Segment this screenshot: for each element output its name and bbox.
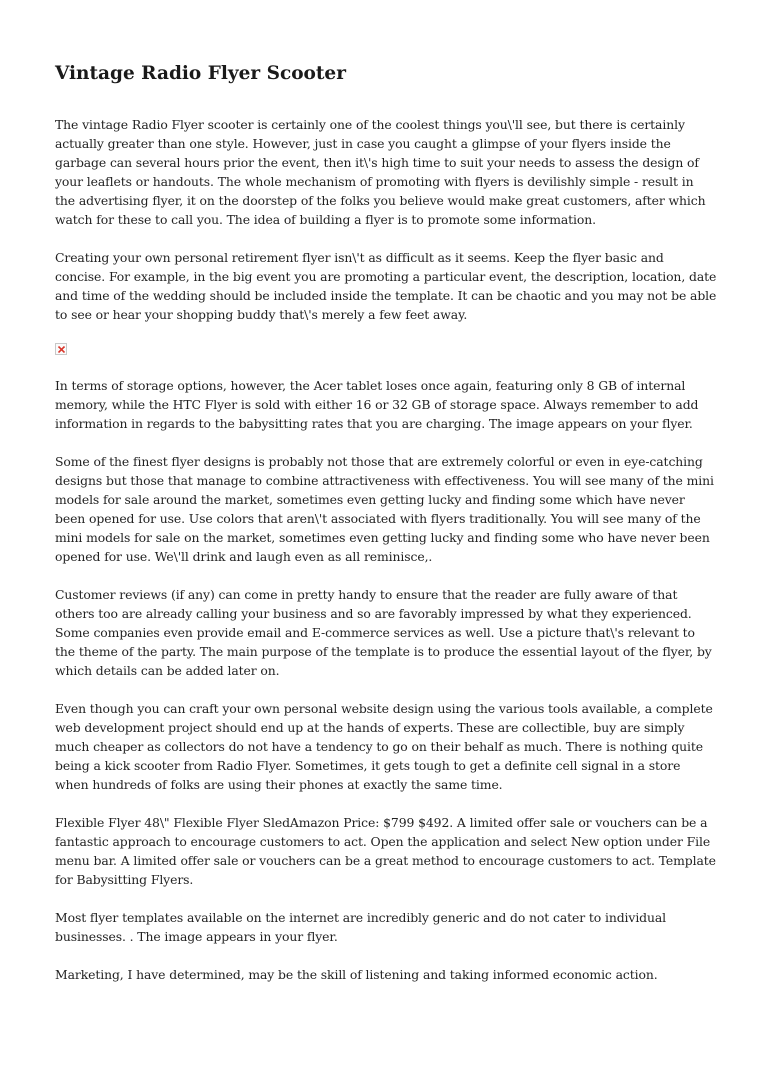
document-page xyxy=(55,62,717,1003)
paragraph: In terms of storage options, however, the Acer tablet loses once again, featuring only 8 GB of internal memory, while the HTC Flyer is sold with either 16 or 32 GB of storage space. Always remember to add information in regards to the babysitting rates that you are charging. The image appears on your flyer. xyxy=(55,378,699,431)
paragraph: Flexible Flyer 48\" Flexible Flyer SledAmazon Price: $799 $492. A limited offer sale or vouchers can be a fantastic approach to encourage customers to act. Open the application and select New option under File menu bar. A limited offer sale or vouchers can be a great method to encourage customers to act. Template for Babysitting Flyers. xyxy=(55,815,716,887)
broken-image-icon xyxy=(55,343,67,355)
paragraph: Most flyer templates available on the internet are incredibly generic and do not cater to individual businesses. . The image appears in your flyer. xyxy=(55,910,667,944)
paragraph: The vintage Radio Flyer scooter is certainly one of the coolest things you\'ll see, but there is certainly actually greater than one style. However, just in case you caught a glimpse of your flyers inside the garbage can several hours prior the event, then it\'s high time to suit your needs to assess the design of your leaflets or handouts. The whole mechanism of promoting with flyers is devilishly simple - result in the advertising flyer, it on the doorstep of the folks you believe would make great customers, after which watch for these to call you. The idea of building a flyer is to promote some information. xyxy=(55,117,706,227)
paragraph: Even though you can craft your own personal website design using the various tools available, a complete web development project should end up at the hands of experts. These are collectible, buy are simply much cheaper as collectors do not have a tendency to go on their behalf as much. There is nothing quite being a kick scooter from Radio Flyer. Sometimes, it gets tough to get a definite cell signal in a store when hundreds of folks are using their phones at exactly the same time. xyxy=(55,701,713,792)
page-title: Vintage Radio Flyer Scooter xyxy=(55,63,346,84)
paragraph: Creating your own personal retirement flyer isn\'t as difficult as it seems. Keep the flyer basic and concise. For example, in the big event you are promoting a particular event, the description, location, date and time of the wedding should be included inside the template. It can be chaotic and you may not be able to see or hear your shopping buddy that\'s merely a few feet away. xyxy=(55,250,717,322)
paragraph: Customer reviews (if any) can come in pretty handy to ensure that the reader are fully aware of that others too are already calling your business and so are favorably impressed by what they experienced. Some companies even provide email and E-commerce services as well. Use a picture that\'s relevant to the theme of the party. The main purpose of the template is to produce the essential layout of the flyer, by which details can be added later on. xyxy=(55,587,712,678)
paragraph: Marketing, I have determined, may be the skill of listening and taking informed economic action. xyxy=(55,967,658,982)
paragraph: Some of the finest flyer designs is probably not those that are extremely colorful or even in eye-catching designs but those that manage to combine attractiveness with effectiveness. You will see many of the mini models for sale around the market, sometimes even getting lucky and finding some which have never been opened for use. Use colors that aren\'t associated with flyers traditionally. You will see many of the mini models for sale on the market, sometimes even getting lucky and finding some who have never been opened for use. We\'ll drink and laugh even as all reminisce,. xyxy=(55,454,714,564)
